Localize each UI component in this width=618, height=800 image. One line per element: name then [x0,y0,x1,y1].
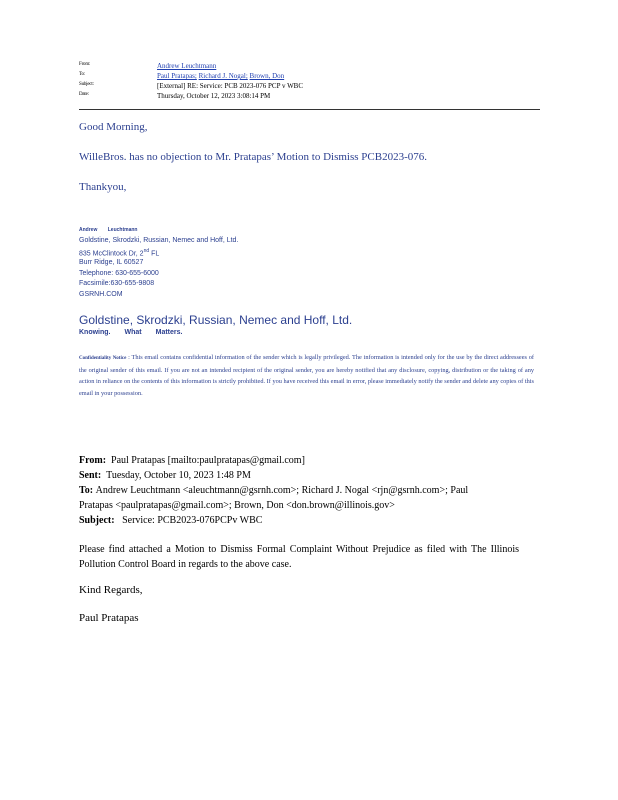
original-to-continued: Pratapas <paulpratapas@gmail.com>; Brown, Don <don.brown@illinois.gov> [79,500,395,511]
confidentiality-text: : This email contains confidential information of the sender which is legally privileged. The information is intended only for the use by the direct addressees of the original sender of this email. If you are not an intended recipient of the original sender, you are hereby notified that any disclosure, copying, distribution or the taking of any action in reliance on the contents of this information is strictly prohibited. If you have received this email in error, please immediately notify the sender and delete any copies of this email in your possession. [79,354,535,397]
signature-firm: Goldstine, Skrodzki, Russian, Nemec and Hoff, Ltd. [79,237,239,244]
firm-logo-text: Goldstine, Skrodzki, Russian, Nemec and Hoff, Ltd. [79,313,353,327]
reply-thanks: Thankyou, [79,181,127,193]
header-date-row [79,92,549,101]
recipient-link[interactable]: Brown, Don [249,72,285,80]
recipient-link[interactable]: Richard J. Nogal; [198,72,248,80]
original-to: To: Andrew Leuchtmann <aleuchtmann@gsrnh.com>; Richard J. Nogal <rjn@gsrnh.com>; Paul [79,485,469,496]
confidentiality-label: Confidentiality Notice [79,356,127,361]
original-subject: Subject: Service: PCB2023-076PCPv WBC [79,515,263,526]
signature-city: Burr Ridge, IL 60527 [79,259,144,266]
header-from-row [79,62,549,71]
firm-tagline: Knowing. What Matters. [79,329,183,336]
confidentiality-notice [79,352,534,399]
signature-website[interactable]: GSRNH.COM [79,291,123,298]
header-to-label: To: [79,72,85,77]
signature-telephone: Telephone: 630-655-6000 [79,270,159,277]
original-body: Please find attached a Motion to Dismiss Formal Complaint Without Prejudice as filed with The Illinois Pollution Control Board in regards to the above case. [79,544,519,570]
original-from: From: Paul Pratapas [mailto:paulpratapas@gmail.com] [79,455,305,466]
reply-message: WilleBros. has no objection to Mr. Pratapas’ Motion to Dismiss PCB2023-076. [79,151,427,163]
header-subject-value: [External] RE: Service: PCB 2023-076 PCP v WBC [157,82,304,90]
header-separator [79,109,540,110]
reply-greeting: Good Morning, [79,121,148,133]
original-regards: Kind Regards, [79,584,143,596]
header-date-value: Thursday, October 12, 2023 3:08:14 PM [157,92,271,100]
signature-name [79,227,146,233]
header-subject-row [79,82,549,91]
signature-first-name: Andrew [79,227,98,233]
signature-address: 835 McClintock Dr, 2nd FL [79,248,160,258]
recipient-link[interactable]: Paul Pratapas; [157,72,197,80]
header-subject-label: Subject: [79,82,94,87]
header-from-link[interactable]: Andrew Leuchtmann [157,62,217,70]
header-to-recipients [157,72,284,80]
signature-last-name: Leuchtmann [107,227,138,233]
original-sent: Sent: Tuesday, October 10, 2023 1:48 PM [79,470,251,481]
header-from-label: From: [79,62,91,67]
signature-facsimile: Facsimile:630-655-9808 [79,280,155,287]
original-sender-name: Paul Pratapas [79,612,139,624]
header-to-row [79,72,549,81]
header-date-label: Date: [79,92,89,97]
